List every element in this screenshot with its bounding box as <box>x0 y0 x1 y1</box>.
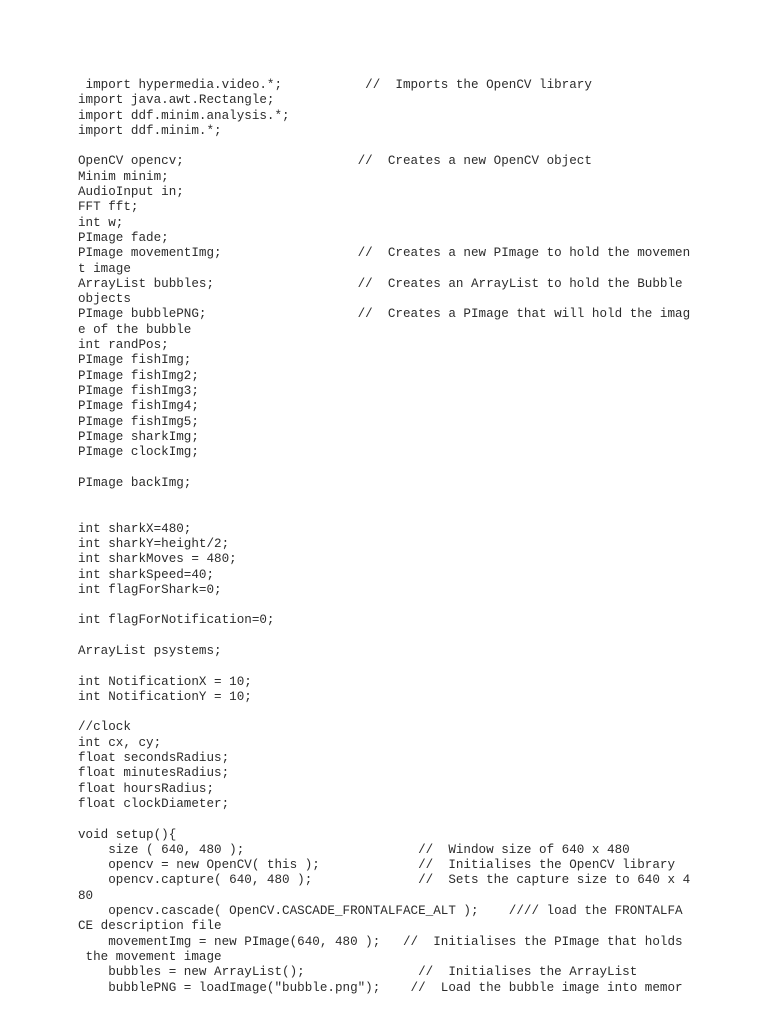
code-line: ArrayList psystems; <box>78 643 222 658</box>
code-line: size ( 640, 480 ); // Window size of 640 x 480 <box>78 842 630 857</box>
code-line: the movement image <box>78 949 222 964</box>
code-line: int flagForShark=0; <box>78 582 222 597</box>
code-line <box>78 491 758 506</box>
code-line: import ddf.minim.*; <box>78 123 222 138</box>
code-line: ArrayList bubbles; // Creates an ArrayList to hold the Bubble <box>78 276 683 291</box>
code-line: PImage fishImg2; <box>78 368 199 383</box>
code-line: int NotificationY = 10; <box>78 689 252 704</box>
code-line <box>78 598 758 613</box>
code-line: PImage fishImg; <box>78 353 192 368</box>
code-line: objects <box>78 292 131 307</box>
code-line: int cx, cy; <box>78 735 162 750</box>
code-line: int sharkX=480; <box>78 521 192 536</box>
code-line <box>78 629 758 644</box>
code-line: import ddf.minim.analysis.*; <box>78 108 290 123</box>
code-line: PImage fade; <box>78 230 169 245</box>
code-line: opencv = new OpenCV( this ); // Initialises the OpenCV library <box>78 858 676 873</box>
code-line: PImage movementImg; // Creates a new PImage to hold the movemen <box>78 246 691 261</box>
code-line: movementImg = new PImage(640, 480 ); // Initialises the PImage that holds <box>78 934 683 949</box>
code-line: CE description file <box>78 919 222 934</box>
code-line: OpenCV opencv; // Creates a new OpenCV object <box>78 154 592 169</box>
code-line: bubbles = new ArrayList(); // Initialises the ArrayList <box>78 965 638 980</box>
code-line: float secondsRadius; <box>78 751 230 766</box>
code-line: int sharkSpeed=40; <box>78 567 215 582</box>
code-line <box>78 506 758 521</box>
code-line: int NotificationX = 10; <box>78 674 252 689</box>
code-line: int randPos; <box>78 338 169 353</box>
code-line: PImage clockImg; <box>78 445 199 460</box>
code-line: Minim minim; <box>78 169 169 184</box>
code-line <box>78 659 758 674</box>
code-line: int w; <box>78 215 124 230</box>
code-line: PImage backImg; <box>78 475 192 490</box>
code-line: PImage fishImg3; <box>78 383 199 398</box>
code-line: PImage fishImg5; <box>78 414 199 429</box>
code-line: import java.awt.Rectangle; <box>78 93 275 108</box>
code-line <box>78 705 758 720</box>
code-line: FFT fft; <box>78 200 139 215</box>
code-line: t image <box>78 261 131 276</box>
code-line: //clock <box>78 720 131 735</box>
code-line: bubblePNG = loadImage("bubble.png"); // Load the bubble image into memor <box>78 980 683 995</box>
code-line: import hypermedia.video.*; // Imports the OpenCV library <box>78 78 592 92</box>
code-line: e of the bubble <box>78 322 192 337</box>
code-line: float minutesRadius; <box>78 766 230 781</box>
code-line: void setup(){ <box>78 827 177 842</box>
code-line: int sharkMoves = 480; <box>78 552 237 567</box>
code-listing <box>78 78 758 996</box>
code-line <box>78 139 758 154</box>
code-line: float hoursRadius; <box>78 781 215 796</box>
code-line: 80 <box>78 888 94 903</box>
code-line: AudioInput in; <box>78 185 184 200</box>
code-line: int sharkY=height/2; <box>78 536 230 551</box>
code-line: PImage sharkImg; <box>78 429 199 444</box>
code-line <box>78 812 758 827</box>
code-line: PImage fishImg4; <box>78 399 199 414</box>
code-line <box>78 460 758 475</box>
code-line: int flagForNotification=0; <box>78 613 275 628</box>
code-line: float clockDiameter; <box>78 796 230 811</box>
code-line: PImage bubblePNG; // Creates a PImage that will hold the imag <box>78 307 691 322</box>
code-line: opencv.capture( 640, 480 ); // Sets the capture size to 640 x 4 <box>78 873 691 888</box>
code-line: opencv.cascade( OpenCV.CASCADE_FRONTALFACE_ALT ); //// load the FRONTALFA <box>78 904 683 919</box>
